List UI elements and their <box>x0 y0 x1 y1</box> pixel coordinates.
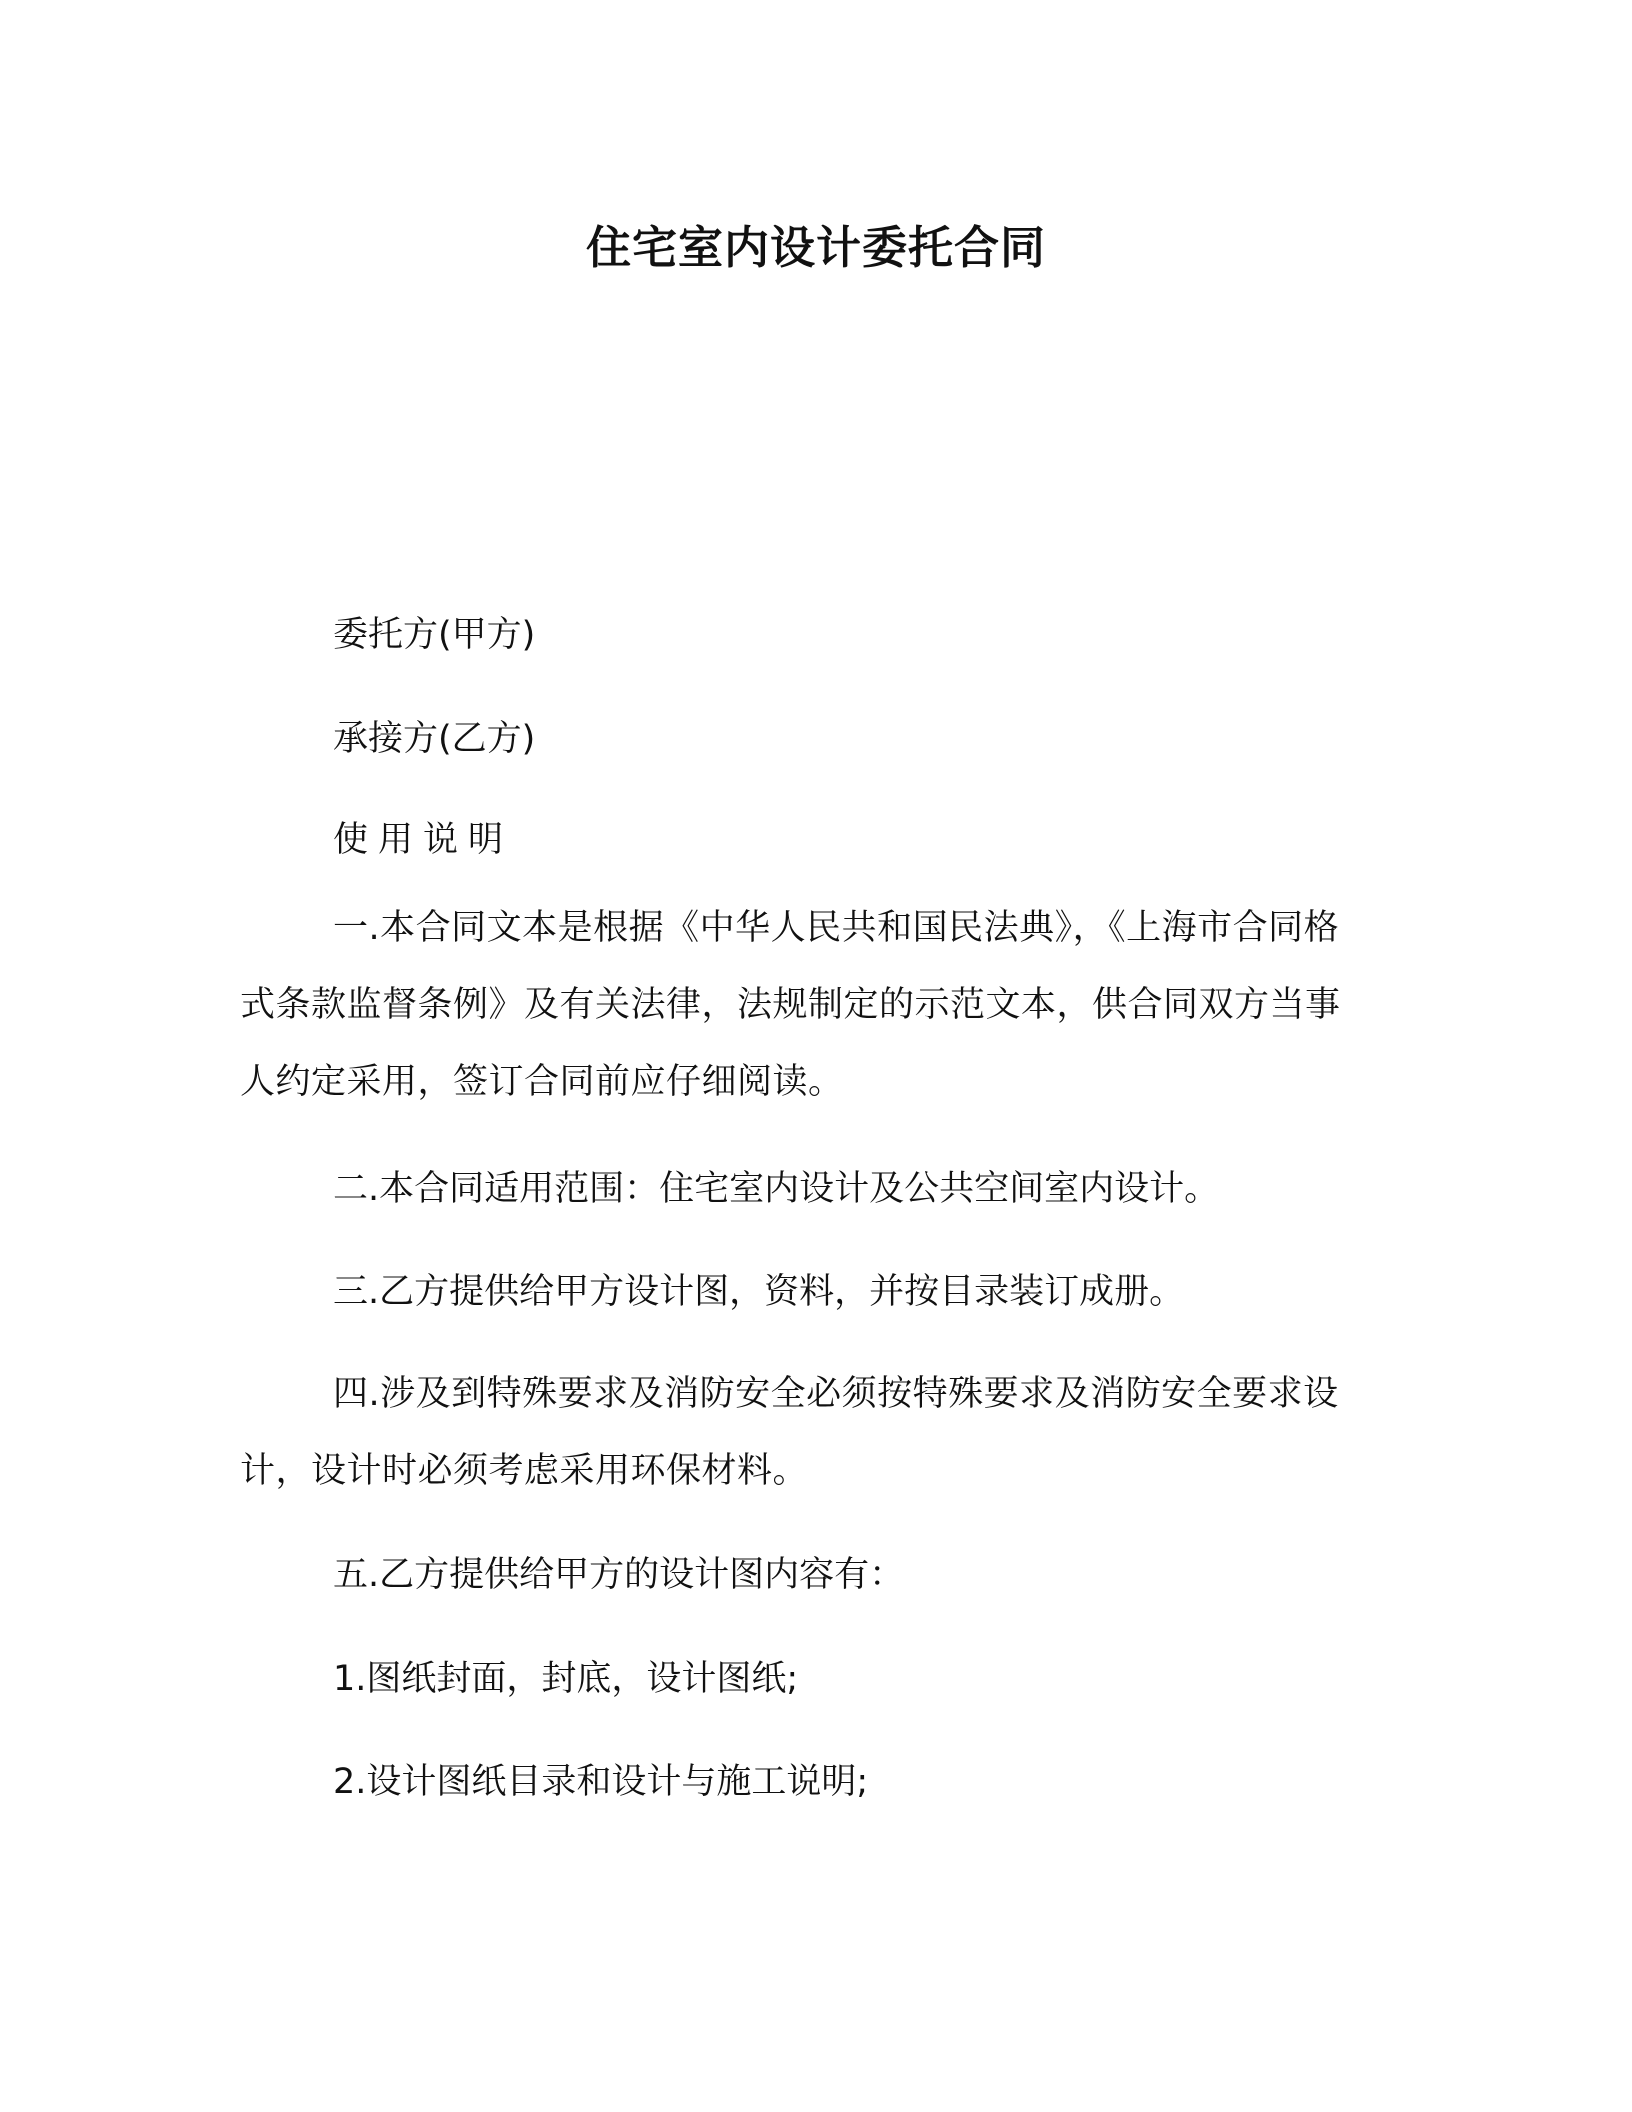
usage-heading: 使用说明 <box>333 820 514 860</box>
clause-4: 四.涉及到特殊要求及消防安全必须按特殊要求及消防安全要求设计，设计时必须考虑采用环保材料。 <box>240 1374 1339 1491</box>
party-b-label: 承接方(乙方) <box>333 719 536 759</box>
document-title: 住宅室内设计委托合同 <box>585 221 1046 274</box>
clause-5: 五.乙方提供给甲方的设计图内容有： <box>333 1555 905 1595</box>
clause-2: 二.本合同适用范围：住宅室内设计及公共空间室内设计。 <box>333 1169 1220 1209</box>
list-item-1: 1.图纸封面，封底，设计图纸; <box>333 1659 799 1699</box>
clause-3: 三.乙方提供给甲方设计图，资料，并按目录装订成册。 <box>333 1272 1185 1312</box>
clause-1: 一.本合同文本是根据《中华人民共和国民法典》，《上海市合同格式条款监督条例》及有关法律，法规制定的示范文本，供合同双方当事人约定采用，签订合同前应仔细阅读。 <box>240 908 1341 1102</box>
list-item-2: 2.设计图纸目录和设计与施工说明; <box>333 1762 869 1802</box>
party-a-label: 委托方(甲方) <box>333 615 536 655</box>
